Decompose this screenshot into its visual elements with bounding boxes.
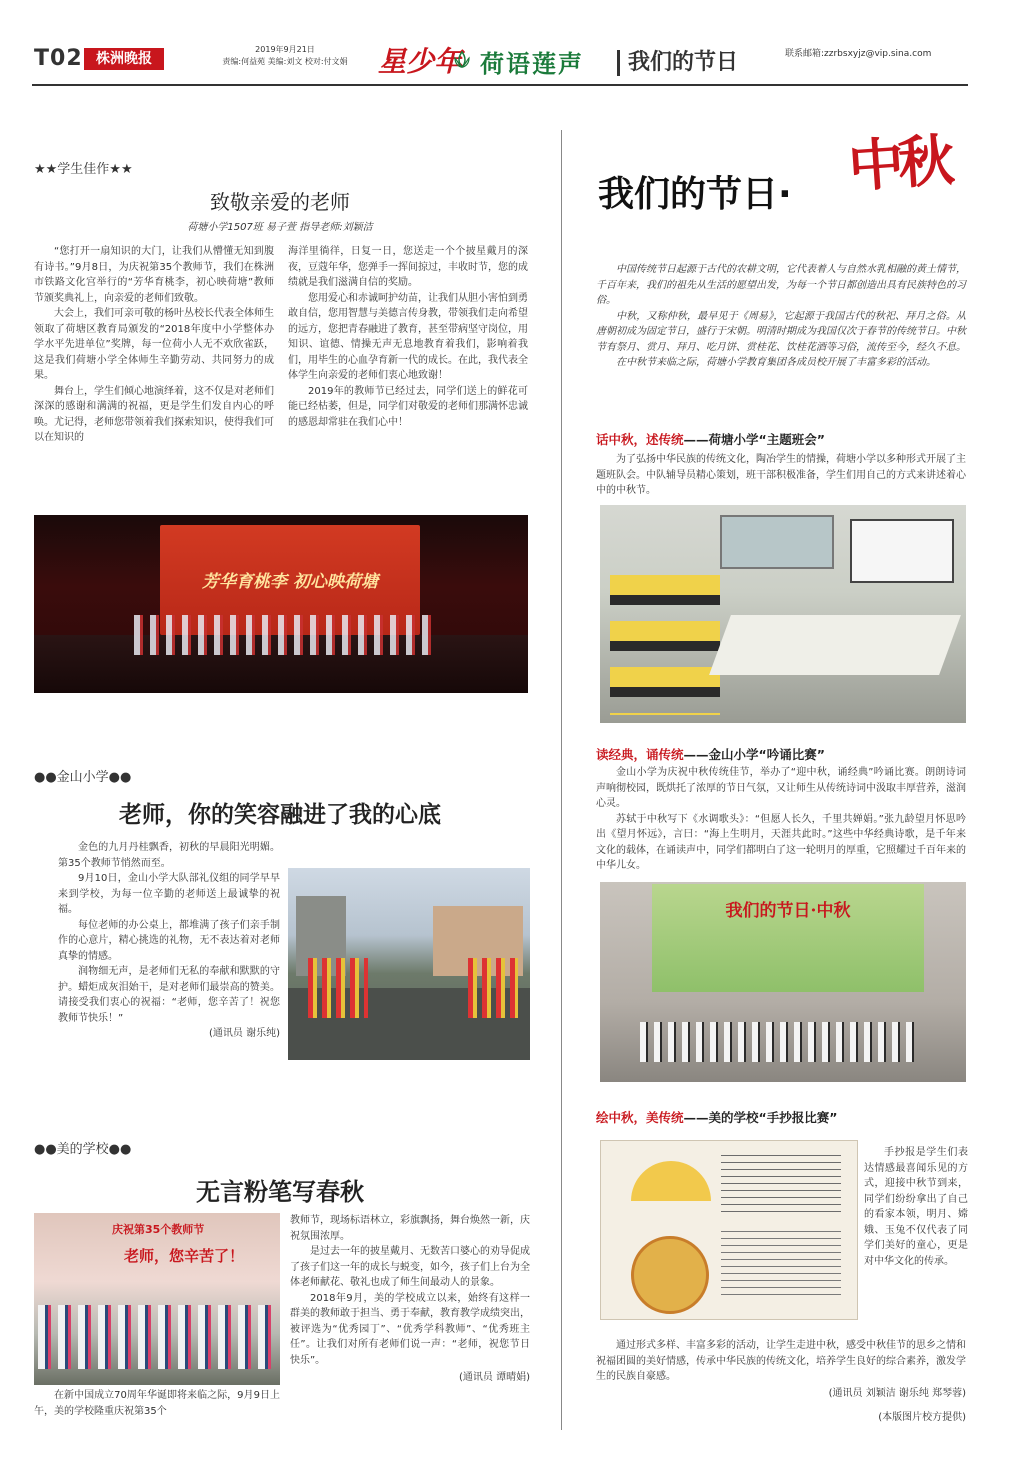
recital-screen	[652, 884, 924, 992]
section1-body	[596, 452, 966, 499]
section3-title: 绘中秋，美传统	[596, 1110, 684, 1125]
celebration-photo	[34, 1213, 280, 1385]
moon-icon	[631, 1161, 711, 1201]
paragraph: 中国传统节日起源于古代的农耕文明，它代表着人与自然水乳相融的黄土情节，千百年来，我们的祖先从生活的愿望出发，为每一个节日都创造出具有民族特色的习俗。	[596, 264, 966, 306]
paragraph: 2019年的教师节已经过去，同学们送上的鲜花可能已经枯萎，但是，同学们对敬爱的老师们那满怀忠诚的感恩却常驻在我们心中！	[288, 385, 528, 428]
article2-credit: (通讯员 谢乐纯)	[209, 1028, 280, 1039]
handmade-newspaper-photo	[600, 1140, 858, 1320]
feature-title: 我们的节日·	[598, 174, 792, 215]
paragraph: 苏轼于中秋写下《水调歌头》：“但愿人长久，千里共婵娟。”张九龄望月怀思吟出《望月怀远》，言曰：“海上生明月，天涯共此时。”这些中华经典诗歌，是千年来文化的载体，在诵读声中，同学们都明白了这一轮明月的厚重，它照耀过千百年来的中华儿女。	[596, 813, 966, 871]
mooncake-icon	[631, 1236, 709, 1314]
reciting-students	[640, 1022, 920, 1062]
section1-heading	[596, 430, 825, 448]
performers	[134, 615, 434, 655]
campus-photo	[288, 868, 530, 1060]
article3-tag: ●●美的学校●●	[34, 1142, 132, 1157]
paragraph: 通过形式多样、丰富多彩的活动，让学生走进中秋，感受中秋佳节的思乡之情和祝福团圆的美好情感，传承中华民族的传统文化，培养学生良好的综合素养，激发学生的民族自豪感。	[596, 1340, 966, 1382]
celebration-photo-heading: 庆祝第35个教师节	[112, 1223, 205, 1236]
staff-credits: 责编:何益苑 美编:刘文 校对:付文娟	[222, 57, 348, 66]
paragraph: 您用爱心和赤诚呵护幼苗，让我们从胆小害怕到勇敢自信，您用智慧与美德言传身教，带领我们走向希望的远方，您把青春融进了教育，甚至带病坚守岗位，用知识、谊德、情操无声无息地教育着我们，影响着我们，用毕生的心血孕育新一代的成长。在此，我代表全体学生向亲爱的老师们衷心地致谢！	[288, 292, 528, 381]
lotus-icon	[452, 50, 472, 70]
paragraph: “您打开一扇知识的大门，让我们从懵懂无知到腹有诗书。”9月8日，为庆祝第35个教师节，我们在株洲市铁路文化宫举行的“芳华育桃李，初心映荷塘”教师节颁奖典礼上，向亲爱的老师们致敬。	[34, 246, 274, 304]
recital-screen-title: 我们的节日·中秋	[725, 901, 851, 921]
section1-subtitle: ——荷塘小学“主题班会”	[683, 432, 825, 447]
paragraph: 手抄报是学生们表达情感最喜闻乐见的方式，迎接中秋节到来，同学们纷纷拿出了自己的看家本领，明月、嫦娥、玉兔不仅代表了同学们美好的童心，更是对中华文化的传承。	[864, 1147, 968, 1267]
feature-brush-text: 中秋	[846, 127, 951, 201]
feature-outro	[596, 1338, 966, 1385]
article1-tag: ★★学生佳作★★	[34, 162, 133, 177]
students-left	[308, 958, 368, 1018]
paragraph: 是过去一年的披星戴月、无数苦口婆心的劝导促成了孩子们这一年的成长与蜕变，如今，孩子们上台为全体老师献花、敬礼也成了师生间最动人的景象。	[290, 1246, 530, 1288]
article2-title: 老师，你的笑容融进了我的心底	[119, 801, 441, 828]
students-right	[468, 958, 518, 1018]
header-meta	[205, 44, 365, 68]
paragraph: 金色的九月丹桂飘香，初秋的早晨阳光明媚。第35个教师节悄然而至。	[58, 842, 280, 869]
column-name: 荷语莲声	[480, 49, 584, 78]
article2-body	[58, 840, 280, 1042]
paragraph: 为了弘扬中华民族的传统文化，陶冶学生的情操，荷塘小学以多种形式开展了主题班队会。中队辅导员精心策划，班干部积极准备，学生们用自己的方式来讲述着心中的中秋节。	[596, 454, 966, 496]
column-divider	[561, 130, 562, 1430]
article1-byline: 荷塘小学1507班 易子萱 指导老师:刘颖洁	[187, 222, 373, 233]
classroom-screen	[850, 519, 954, 583]
stage-banner: 芳华育桃李 初心映荷塘	[202, 572, 378, 592]
header-divider	[32, 84, 968, 86]
paragraph: 每位老师的办公桌上，都堆满了孩子们亲手制作的心意片，精心挑选的礼物，无不表达着对老师真挚的情感。	[58, 919, 280, 962]
article3-col2	[290, 1213, 530, 1386]
section2-subtitle: ——金山小学“吟诵比赛”	[683, 747, 825, 762]
paragraph: 2018年9月，美的学校成立以来，始终有这样一群美的教师敢于担当、勇于奉献，教育教学成绩突出，被评选为“优秀园丁”、“优秀学科教师”、“优秀班主任”。让我们对所有老师们说一声：“老师，祝您节日快乐”。	[290, 1292, 530, 1366]
contact-email: 联系邮箱:zzrbsxyjz@vip.sina.com	[785, 49, 932, 59]
classroom-photo	[600, 505, 966, 723]
photo-credit: (本版图片校方提供)	[878, 1412, 966, 1423]
brand-logo: 星少年	[378, 45, 463, 78]
students-yellow-shirts	[610, 575, 720, 715]
article3-col1	[34, 1388, 280, 1419]
article1-title: 致敬亲爱的老师	[210, 190, 350, 214]
paragraph: 中秋，又称仲秋，最早见于《周易》，它起源于我国古代的秋祀、拜月之俗。从唐朝初成为固定节日，盛行于宋朝。明清时期成为我国仅次于春节的传统节日。中秋节有祭月、赏月、拜月、吃月饼、赏桂花、饮桂花酒等习俗，流传至今，经久不息。	[596, 310, 966, 353]
stage-photo	[34, 515, 528, 693]
issue-date: 2019年9月21日	[255, 45, 315, 54]
paragraph: 大会上，我们可亲可敬的杨叶丛校长代表全体师生领取了荷塘区教育局颁发的“2018年度中小学整体办学水平先进单位”奖牌，每一位荷小人无不欢欣雀跃，这是我们荷塘小学全体师生辛勤劳动、共同努力的成果。	[34, 308, 274, 381]
section3-subtitle: ——美的学校“手抄报比赛”	[683, 1110, 838, 1125]
recital-photo	[600, 882, 966, 1082]
paragraph: 在中秋节来临之际，荷塘小学教育集团各成员校开展了丰富多彩的活动。	[616, 357, 936, 368]
article3-credit: (通讯员 谭晴娟)	[459, 1372, 530, 1383]
section3-heading	[596, 1108, 837, 1126]
paragraph: 海洋里徜徉，日复一日，您送走一个个披星戴月的深夜，豆蔻年华，您弹手一挥间掠过，丰收时节，您的成绩就是我们滋满自信的奖励。	[288, 246, 528, 288]
section3-side-text	[864, 1145, 968, 1269]
section2-heading	[596, 745, 825, 763]
students-with-flowers	[38, 1305, 276, 1369]
paragraph: 教师节，现场标语林立，彩旗飘扬，舞台焕然一新，庆祝氛围浓厚。	[290, 1215, 530, 1242]
paragraph: 9月10日，金山小学大队部礼仪组的同学早早来到学校，为每一位辛勤的老师送上最诚挚的祝福。	[58, 873, 280, 915]
section2-title: 读经典，诵传统	[596, 747, 684, 762]
article3-title: 无言粉笔写春秋	[196, 1177, 364, 1206]
article2-tag: ●●金山小学●●	[34, 770, 132, 785]
article1-col2	[288, 244, 528, 430]
section2-body	[596, 765, 966, 874]
paragraph: 舞台上，学生们倾心地演绎着，这不仅是对老师们深深的感谢和满满的祝福，更是学生们发自内心的呼唤。尤记得，老师您带领着我们探索知识，使得我们可以在知识的	[34, 385, 274, 443]
paragraph: 润物细无声，是老师们无私的奉献和默默的守护。蜡炬成灰泪始干，是对老师们最崇高的赞美。请接受我们衷心的祝福：“老师，您辛苦了！祝您教师节快乐！”	[58, 966, 280, 1024]
feature-intro	[596, 262, 966, 371]
desk-row	[709, 615, 961, 675]
section1-title: 话中秋，述传统	[596, 432, 684, 447]
section-title: 我们的节日	[617, 50, 738, 76]
newspaper-logo: 株洲晚报	[84, 48, 164, 70]
paragraph: 金山小学为庆祝中秋传统佳节，举办了“迎中秋，诵经典”吟诵比赛。朗朗诗词声响彻校园，既烘托了浓厚的节日气氛，又让师生从传统诗词中汲取丰厚营养，滋润心灵。	[596, 767, 966, 809]
page-number: T02	[34, 46, 83, 71]
paragraph: 在新中国成立70周年华诞即将来临之际，9月9日上午，美的学校隆重庆祝第35个	[34, 1390, 280, 1417]
celebration-photo-slogan: 老师，您辛苦了！	[124, 1247, 245, 1265]
feature-credit: (通讯员 刘颖洁 谢乐纯 郑琴蓉)	[828, 1388, 966, 1399]
article1-col1	[34, 244, 274, 446]
